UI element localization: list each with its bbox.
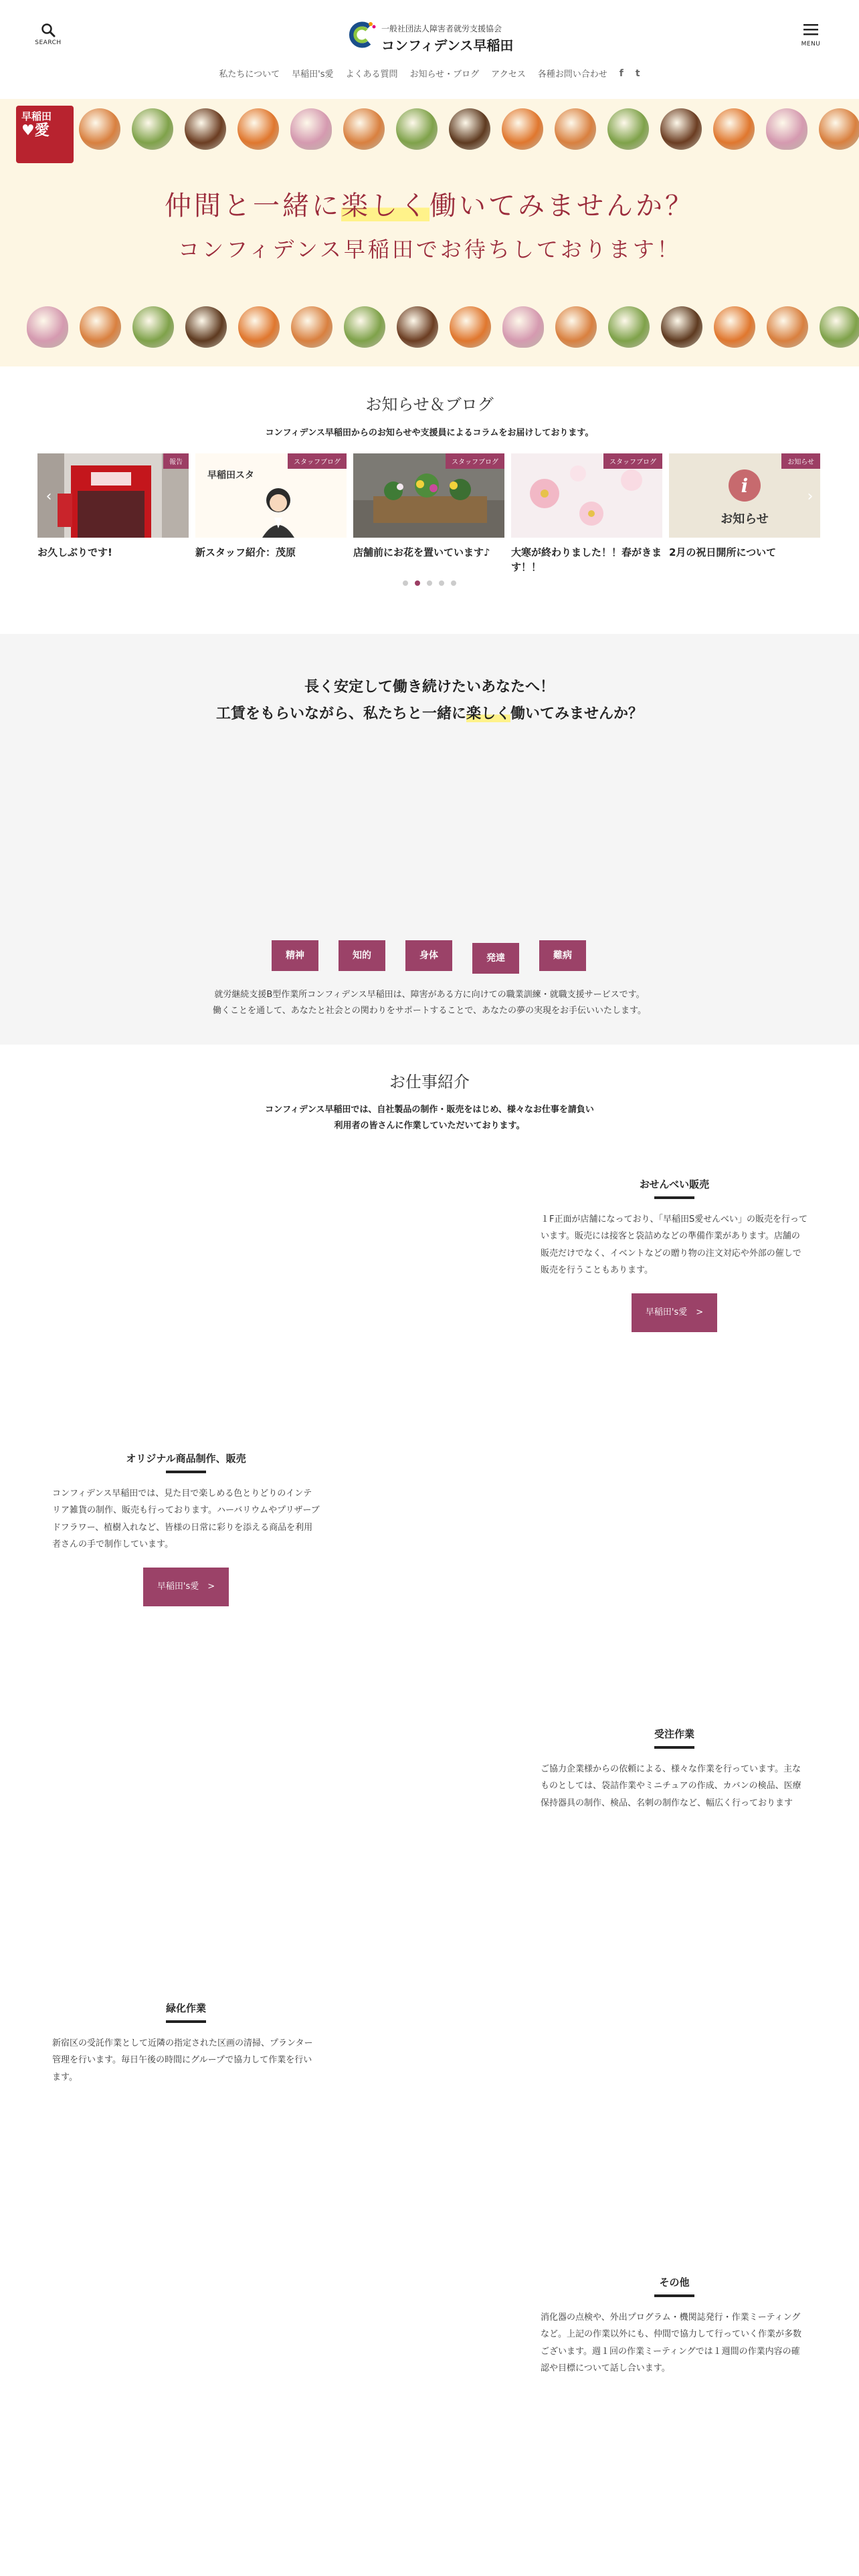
heart-icon: ♥愛 bbox=[21, 122, 50, 140]
thumb-text: お知らせ bbox=[721, 512, 769, 526]
news-thumbnail-staff bbox=[195, 453, 347, 538]
search-icon bbox=[41, 23, 56, 37]
recruit-section bbox=[0, 634, 859, 1045]
nav-item-faq[interactable]: よくある質問 bbox=[345, 70, 398, 80]
news-card[interactable] bbox=[37, 453, 189, 560]
hero-subline: コンフィデンス早稲田でお待ちしております！ bbox=[178, 237, 681, 262]
work-item-original-goods bbox=[52, 1451, 320, 1606]
work-section-subtitle-2: 利用者の皆さんに作業していただいております。 bbox=[334, 1121, 525, 1131]
work-item-body: コンフィデンス早稲田では、見た目で楽しめる色とりどりのインテリア雑貨の制作、販売も行っております。ハーバリウムやプリザーブドフラワー、植樹入れなど、皆様の日常に彩りを添える商品を利用者さんの手で制作しています。 bbox=[52, 1489, 320, 1550]
site-header bbox=[0, 0, 859, 97]
title-underline bbox=[654, 2294, 694, 2297]
nav-item-waseda-ai[interactable]: 早稲田's愛 bbox=[292, 70, 334, 80]
news-title[interactable]: 新スタッフ紹介：茂原 bbox=[195, 546, 296, 558]
hero-headline-pre: 仲間と一緒に bbox=[165, 191, 341, 221]
work-item-title: 受注作業 bbox=[654, 1728, 694, 1740]
senbei-cookie-icon bbox=[766, 108, 807, 150]
senbei-cookie-icon bbox=[767, 306, 808, 348]
cookie-row-top bbox=[0, 106, 859, 154]
carousel-dots bbox=[0, 580, 859, 586]
senbei-cookie-icon bbox=[132, 108, 173, 150]
news-tag: 報告 bbox=[163, 453, 189, 469]
disability-tags bbox=[0, 940, 859, 975]
senbei-cookie-icon bbox=[555, 108, 596, 150]
title-underline bbox=[654, 1196, 694, 1199]
work-item-title: 緑化作業 bbox=[165, 2002, 206, 2014]
news-thumbnail-cosmos bbox=[511, 453, 662, 538]
work-section-subtitle-1: コンフィデンス早稲田では、自社製品の制作・販売をはじめ、様々なお仕事を請負い bbox=[265, 1105, 594, 1115]
news-section-subtitle: コンフィデンス早稲田からのお知らせや支援員によるコラムをお届けしております。 bbox=[265, 428, 594, 438]
news-section-title: お知らせ＆ブログ bbox=[365, 395, 494, 414]
senbei-cookie-icon bbox=[185, 108, 226, 150]
facebook-icon[interactable]: f bbox=[619, 68, 624, 79]
carousel-prev-arrow[interactable]: ‹ bbox=[45, 488, 52, 505]
logo-mark-icon bbox=[347, 20, 376, 49]
news-carousel bbox=[37, 453, 822, 573]
svg-text:i: i bbox=[741, 475, 749, 497]
global-nav bbox=[0, 67, 859, 80]
nav-item-access[interactable]: アクセス bbox=[491, 70, 526, 80]
work-item-contract-work bbox=[541, 1727, 808, 1812]
site-logo[interactable] bbox=[347, 17, 514, 55]
senbei-cookie-icon bbox=[397, 306, 438, 348]
work-section-title: お仕事紹介 bbox=[389, 1073, 470, 1091]
senbei-cookie-icon bbox=[343, 108, 385, 150]
carousel-dot[interactable] bbox=[403, 580, 408, 586]
work-item-title: おせんべい販売 bbox=[639, 1178, 710, 1190]
tag-intellectual[interactable]: 知的 bbox=[339, 940, 385, 971]
news-card[interactable] bbox=[353, 453, 504, 560]
news-title[interactable]: 大寒が終わりました！！春がきます！！ bbox=[511, 546, 662, 573]
senbei-cookie-icon bbox=[661, 306, 702, 348]
hero-headline-highlight: 楽しく bbox=[341, 191, 430, 221]
senbei-cookie-icon bbox=[27, 306, 68, 348]
waseda-ai-button[interactable]: 早稲田's愛 > bbox=[632, 1293, 717, 1332]
senbei-cookie-icon bbox=[80, 306, 121, 348]
work-item-title: その他 bbox=[659, 2276, 690, 2288]
senbei-cookie-icon bbox=[291, 306, 332, 348]
search-button[interactable] bbox=[35, 23, 62, 46]
carousel-dot[interactable] bbox=[439, 580, 444, 586]
recruit-heading-2-highlight: 楽しく bbox=[466, 706, 510, 722]
work-item-greening bbox=[52, 2001, 320, 2086]
senbei-cookie-icon bbox=[502, 306, 544, 348]
senbei-cookie-icon bbox=[344, 306, 385, 348]
thumb-text: 早稲田スタ bbox=[207, 470, 254, 481]
title-underline bbox=[166, 2020, 206, 2023]
senbei-cookie-icon bbox=[607, 108, 649, 150]
news-tag: お知らせ bbox=[781, 453, 820, 469]
senbei-cookie-icon bbox=[608, 306, 650, 348]
news-tag: スタッフブログ bbox=[446, 453, 504, 469]
senbei-cookie-icon bbox=[714, 306, 755, 348]
senbei-cookie-icon bbox=[396, 108, 438, 150]
senbei-cookie-icon bbox=[502, 108, 543, 150]
recruit-description-2: 働くことを通して、あなたと社会との関わりをサポートすることで、あなたの夢の実現をお手伝いいたします。 bbox=[212, 1006, 647, 1016]
tag-developmental[interactable]: 発達 bbox=[472, 943, 519, 974]
senbei-cookie-icon bbox=[238, 306, 280, 348]
work-item-senbei bbox=[541, 1177, 808, 1332]
news-card[interactable] bbox=[195, 453, 347, 560]
twitter-icon[interactable]: t bbox=[635, 68, 640, 79]
title-underline bbox=[166, 1471, 206, 1473]
news-title[interactable]: 店舗前にお花を置いています♪ bbox=[353, 546, 490, 558]
work-item-body: 消化器の点検や、外出プログラム・機関誌発行・作業ミーティングなど。上記の作業以外にも、仲間で協力して行っていく作業が多数ございます。週１回の作業ミーティングでは１週間の作業内容の確認や目標について話し合います。 bbox=[541, 2313, 802, 2374]
logo-org: 一般社団法人障害者就労支援協会 bbox=[381, 24, 502, 33]
cookie-row-bottom bbox=[0, 304, 859, 352]
badge-text: 早稲田 bbox=[21, 110, 52, 122]
hero-headline-post: 働いてみませんか？ bbox=[430, 191, 694, 221]
news-title[interactable]: お久しぶりです! bbox=[37, 546, 112, 558]
senbei-cookie-icon bbox=[290, 108, 332, 150]
news-tag: スタッフブログ bbox=[288, 453, 347, 469]
senbei-cookie-icon bbox=[660, 108, 702, 150]
tag-intractable-disease[interactable]: 難病 bbox=[539, 940, 586, 971]
news-card[interactable] bbox=[669, 453, 820, 560]
recruit-heading-2-post: 働いてみませんか？ bbox=[510, 706, 644, 722]
work-item-body: １F正面が店舗になっており、「早稲田S愛せんべい」の販売を行っています。販売には接客と袋詰めなどの準備作業があります。店舗の販売だけでなく、イベントなどの贈り物の注文対応や外部の催しで販売を行うこともあります。 bbox=[541, 1214, 807, 1276]
news-title[interactable]: 2月の祝日開所について bbox=[669, 546, 777, 558]
menu-button[interactable] bbox=[797, 23, 824, 47]
search-label: SEARCH bbox=[35, 39, 62, 46]
carousel-next-arrow[interactable]: › bbox=[807, 488, 814, 505]
work-item-body: 新宿区の受託作業として近隣の指定された区画の清掃、プランター管理を行います。毎日午後の時間にグループで協力して作業を行います。 bbox=[52, 2038, 313, 2082]
tag-physical[interactable]: 身体 bbox=[405, 940, 452, 971]
news-thumbnail-shopfront bbox=[37, 453, 189, 538]
nav-item-news[interactable]: お知らせ・ブログ bbox=[409, 70, 480, 80]
senbei-cookie-icon bbox=[820, 306, 859, 348]
hero-badge-logo bbox=[16, 106, 74, 163]
work-item-other bbox=[541, 2275, 808, 2377]
title-underline bbox=[654, 1746, 694, 1749]
recruit-description-1: 就労継続支援B型作業所コンフィデンス早稲田は、障害がある方に向けての職業訓練・就職支援サービスです。 bbox=[214, 990, 645, 1000]
senbei-cookie-icon bbox=[450, 306, 491, 348]
hero-headline bbox=[0, 185, 859, 223]
recruit-heading-2-pre: 工賃をもらいながら、私たちと一緒に bbox=[215, 706, 466, 722]
nav-item-about[interactable]: 私たちについて bbox=[219, 70, 280, 80]
senbei-cookie-icon bbox=[79, 108, 120, 150]
hero-banner bbox=[0, 99, 859, 366]
news-thumbnail-notice bbox=[669, 453, 820, 538]
carousel-dot[interactable] bbox=[427, 580, 432, 586]
recruit-heading-1: 長く安定して働き続けたいあなたへ！ bbox=[304, 679, 555, 695]
hamburger-icon bbox=[803, 23, 818, 36]
senbei-cookie-icon bbox=[185, 306, 227, 348]
recruit-heading-2 bbox=[0, 702, 859, 723]
news-thumbnail-flowers bbox=[353, 453, 504, 538]
badge-text-ai: 愛 bbox=[34, 122, 50, 140]
senbei-cookie-icon bbox=[449, 108, 490, 150]
news-card[interactable] bbox=[511, 453, 662, 575]
menu-label: MENU bbox=[801, 41, 821, 47]
senbei-cookie-icon bbox=[132, 306, 174, 348]
tag-mental[interactable]: 精神 bbox=[272, 940, 318, 971]
waseda-ai-button[interactable]: 早稲田's愛 > bbox=[143, 1568, 229, 1606]
work-item-title: オリジナル商品制作、販売 bbox=[126, 1453, 246, 1465]
nav-item-contact[interactable]: 各種お問い合わせ bbox=[537, 70, 607, 80]
carousel-dot[interactable] bbox=[415, 580, 420, 586]
news-tag: スタッフブログ bbox=[603, 453, 662, 469]
work-item-body: ご協力企業様からの依頼による、様々な作業を行っています。主なものとしては、袋詰作業やミニチュアの作成、カバンの検品、医療保持器具の制作、検品、名刺の制作など、幅広く行っております bbox=[541, 1764, 801, 1808]
senbei-cookie-icon bbox=[237, 108, 279, 150]
senbei-cookie-icon bbox=[555, 306, 597, 348]
logo-name: コンフィデンス早稲田 bbox=[381, 37, 514, 53]
carousel-dot[interactable] bbox=[451, 580, 456, 586]
senbei-cookie-icon bbox=[713, 108, 755, 150]
senbei-cookie-icon bbox=[819, 108, 859, 150]
